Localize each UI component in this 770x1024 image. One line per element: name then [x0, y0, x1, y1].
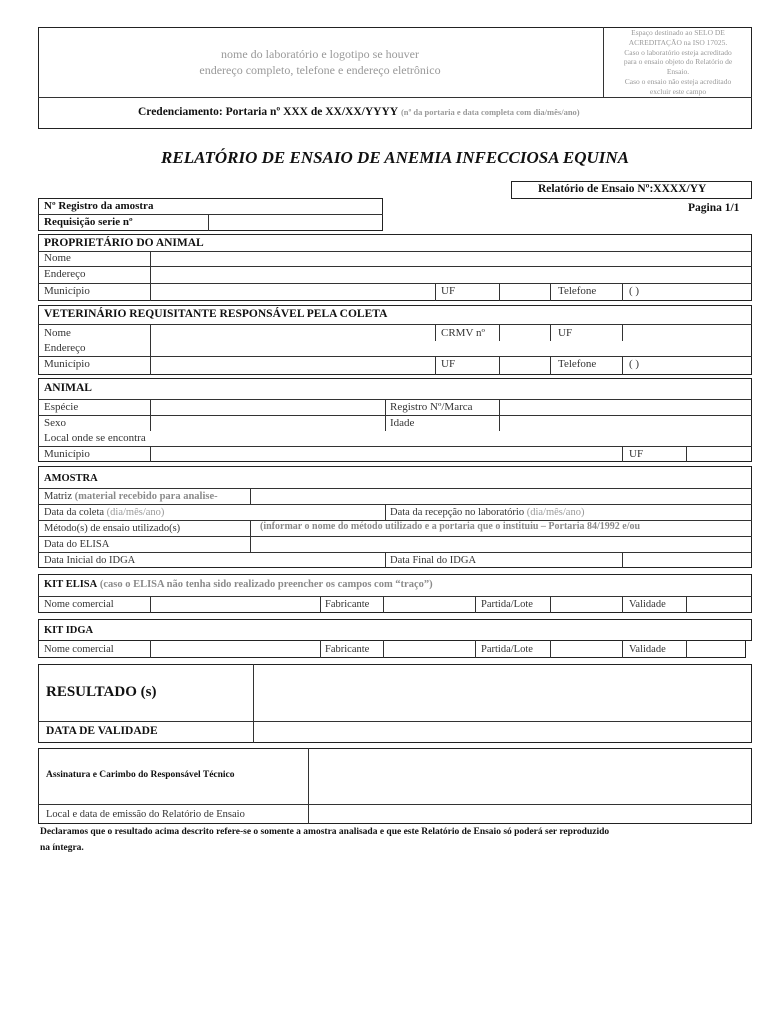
vet-name-label: Nome: [44, 327, 71, 339]
lab-name-placeholder: nome do laboratório e logotipo se houver: [221, 47, 419, 61]
vet-phone-value: ( ): [629, 358, 640, 370]
animal-species-label: Espécie: [44, 401, 79, 413]
result-label: RESULTADO (s): [46, 684, 157, 700]
methods-label: Método(s) de ensaio utilizado(s): [44, 523, 181, 534]
owner-address-label: Endereço: [44, 268, 86, 280]
animal-city-label: Município: [44, 448, 90, 460]
animal-uf-label: UF: [629, 448, 644, 460]
owner-phone-value: ( ): [629, 285, 640, 297]
elisa-date-label: Data do ELISA: [44, 539, 110, 550]
methods-hint: (informar o nome do método utilizado e a portaria que o instituiu – Portaria 84/1992 e/ou: [260, 521, 641, 532]
idga-end-label: Data Final do IDGA: [390, 555, 477, 566]
sample-heading: AMOSTRA: [44, 473, 98, 484]
animal-age-label: Idade: [390, 417, 415, 429]
kit-elisa-lot-label: Partida/Lote: [481, 599, 533, 610]
sample-registry-label: Nº Registro da amostra: [44, 200, 154, 212]
owner-heading: PROPRIETÁRIO DO ANIMAL: [44, 237, 204, 249]
page-number: Pagina 1/1: [688, 202, 740, 214]
report-number: Relatório de Ensaio Nº:XXXX/YY: [538, 183, 707, 195]
vet-crmv-label: CRMV nº: [441, 327, 485, 339]
place-date-label: Local e data de emissão do Relatório de Ensaio: [46, 809, 245, 820]
footer-declaration-line1: Declaramos que o resultado acima descrito refere-se o somente a amostra analisada e que este Relatório de Ensaio só poderá ser reproduzido: [40, 827, 610, 837]
owner-city-label: Município: [44, 285, 90, 297]
sample-matrix-label: Matriz (material recebido para analise-: [44, 491, 218, 502]
owner-uf-label: UF: [441, 285, 456, 297]
accreditation-seal-area: Espaço destinado ao SELO DE ACREDITAÇÃO na ISO 17025. Caso o laboratório esteja acreditado para o ensaio objeto do Relatório de Ensaio. Caso o ensaio não esteja acreditado excluir este campo: [623, 28, 733, 96]
vet-uf2-label: UF: [441, 358, 456, 370]
owner-name-label: Nome: [44, 252, 71, 264]
validity-date-label: DATA DE VALIDADE: [46, 725, 158, 737]
kit-idga-maker-label: Fabricante: [325, 644, 370, 655]
kit-idga-section: [38, 619, 752, 641]
kit-elisa-name-label: Nome comercial: [44, 599, 114, 610]
lab-address-placeholder: endereço completo, telefone e endereço eletrônico: [199, 63, 441, 77]
animal-heading: ANIMAL: [44, 382, 92, 394]
footer-declaration-line2: na íntegra.: [40, 843, 84, 853]
kit-idga-name-label: Nome comercial: [44, 644, 114, 655]
kit-elisa-maker-label: Fabricante: [325, 599, 370, 610]
vet-address-label: Endereço: [44, 342, 86, 354]
kit-idga-validity-label: Validade: [629, 644, 666, 655]
reception-date-label: Data da recepção no laboratório (dia/mês/ano): [390, 507, 585, 518]
owner-phone-label: Telefone: [558, 285, 597, 297]
signature-label: Assinatura e Carimbo do Responsável Técnico: [46, 770, 235, 780]
requisition-label: Requisição serie nº: [44, 216, 133, 228]
kit-elisa-validity-label: Validade: [629, 599, 666, 610]
collection-date-label: Data da coleta (dia/mês/ano): [44, 507, 165, 518]
idga-start-label: Data Inicial do IDGA: [44, 555, 136, 566]
kit-idga-heading: KIT IDGA: [44, 625, 94, 636]
vet-heading: VETERINÁRIO REQUISITANTE RESPONSÁVEL PELA COLETA: [44, 308, 388, 320]
vet-phone-label: Telefone: [558, 358, 597, 370]
animal-registry-label: Registro Nº/Marca: [390, 401, 473, 413]
vet-uf-label: UF: [558, 327, 573, 339]
credential-line: Credenciamento: Portaria nº XXX de XX/XX/YYYY (nº da portaria e data completa com dia/mês/ano): [138, 106, 580, 118]
kit-elisa-heading: KIT ELISA (caso o ELISA não tenha sido realizado preencher os campos com “traço”): [44, 579, 433, 590]
vet-city-label: Município: [44, 358, 90, 370]
animal-sex-label: Sexo: [44, 417, 66, 429]
kit-idga-lot-label: Partida/Lote: [481, 644, 533, 655]
animal-location-label: Local onde se encontra: [44, 432, 146, 444]
page-title: RELATÓRIO DE ENSAIO DE ANEMIA INFECCIOSA EQUINA: [161, 148, 629, 167]
